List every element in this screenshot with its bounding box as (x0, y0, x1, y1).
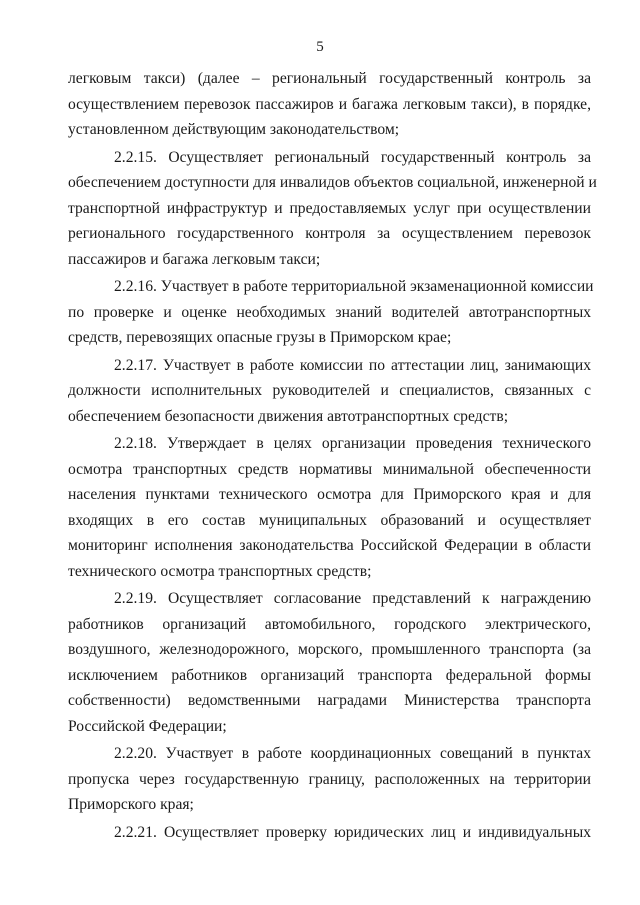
text-line: осуществлением перевозок пассажиров и багажа легковым такси), в порядке, (68, 95, 591, 113)
text-line: 2.2.20. Участвует в работе координационных совещаний в пунктах (114, 745, 591, 762)
text-line: Российской Федерации; (68, 717, 227, 735)
paragraph-p-2-2-21 (68, 820, 591, 846)
text-line: 2.2.16. Участвует в работе территориальной экзаменационной комиссии (114, 278, 594, 295)
text-line: по проверке и оценке необходимых знаний водителей автотранспортных (68, 303, 591, 321)
text-line: воздушного, железнодорожного, морского, промышленного транспорта (за (68, 641, 591, 658)
text-line: транспортной инфраструктур и предоставляемых услуг при осуществлении (68, 199, 591, 217)
text-line: собственности) ведомственными наградами Министерства транспорта (68, 692, 591, 709)
text-line: входящих в его состав муниципальных образований и осуществляет (68, 511, 591, 529)
document-body (68, 66, 597, 845)
page-number: 5 (316, 39, 324, 55)
paragraph-p-2-2-16 (68, 274, 594, 351)
text-line: должности исполнительных руководителей и специалистов, связанных с (68, 382, 591, 399)
paragraph-p-2-2-17 (68, 353, 591, 430)
text-line: мониторинг исполнения законодательства Российской Федерации в области (68, 537, 591, 554)
paragraph-p-2-2-18 (68, 431, 591, 584)
text-line: населения пунктами технического осмотра для Приморского края и для (68, 486, 591, 503)
paragraph-p-2-2-15 (68, 145, 597, 273)
text-line: 2.2.18. Утверждает в целях организации проведения технического (114, 435, 591, 452)
text-line: осмотра транспортных средств нормативы минимальной обеспеченности (68, 460, 591, 478)
text-line: регионального государственного контроля за осуществлением перевозок (68, 225, 591, 242)
text-line: Приморского края; (68, 796, 194, 813)
text-line: обеспечением доступности для инвалидов объектов социальной, инженерной и (68, 174, 597, 191)
text-line: 2.2.15. Осуществляет региональный государственный контроль за (114, 148, 591, 166)
text-line: средств, перевозящих опасные грузы в Приморском крае; (68, 329, 452, 346)
paragraph-cont (68, 66, 591, 143)
text-line: технического осмотра транспортных средств; (68, 562, 372, 580)
text-line: установленном действующим законодательством; (68, 121, 400, 138)
text-line: пропуска через государственную границу, расположенных на территории (68, 770, 591, 788)
text-line: обеспечением безопасности движения автотранспортных средств; (68, 407, 509, 425)
text-line: 2.2.17. Участвует в работе комиссии по аттестации лиц, занимающих (114, 356, 591, 374)
text-line: 2.2.21. Осуществляет проверку юридических лиц и индивидуальных (114, 823, 591, 841)
text-line: исключением работников организаций транспорта федеральной формы (68, 666, 591, 684)
paragraph-p-2-2-19 (68, 586, 591, 739)
text-line: пассажиров и багажа легковым такси; (68, 250, 321, 268)
paragraph-p-2-2-20 (68, 741, 591, 818)
text-line: легковым такси) (далее – региональный государственный контроль за (68, 70, 591, 87)
text-line: 2.2.19. Осуществляет согласование представлений к награждению (114, 590, 591, 607)
text-line: работников организаций автомобильного, городского электрического, (68, 615, 591, 633)
